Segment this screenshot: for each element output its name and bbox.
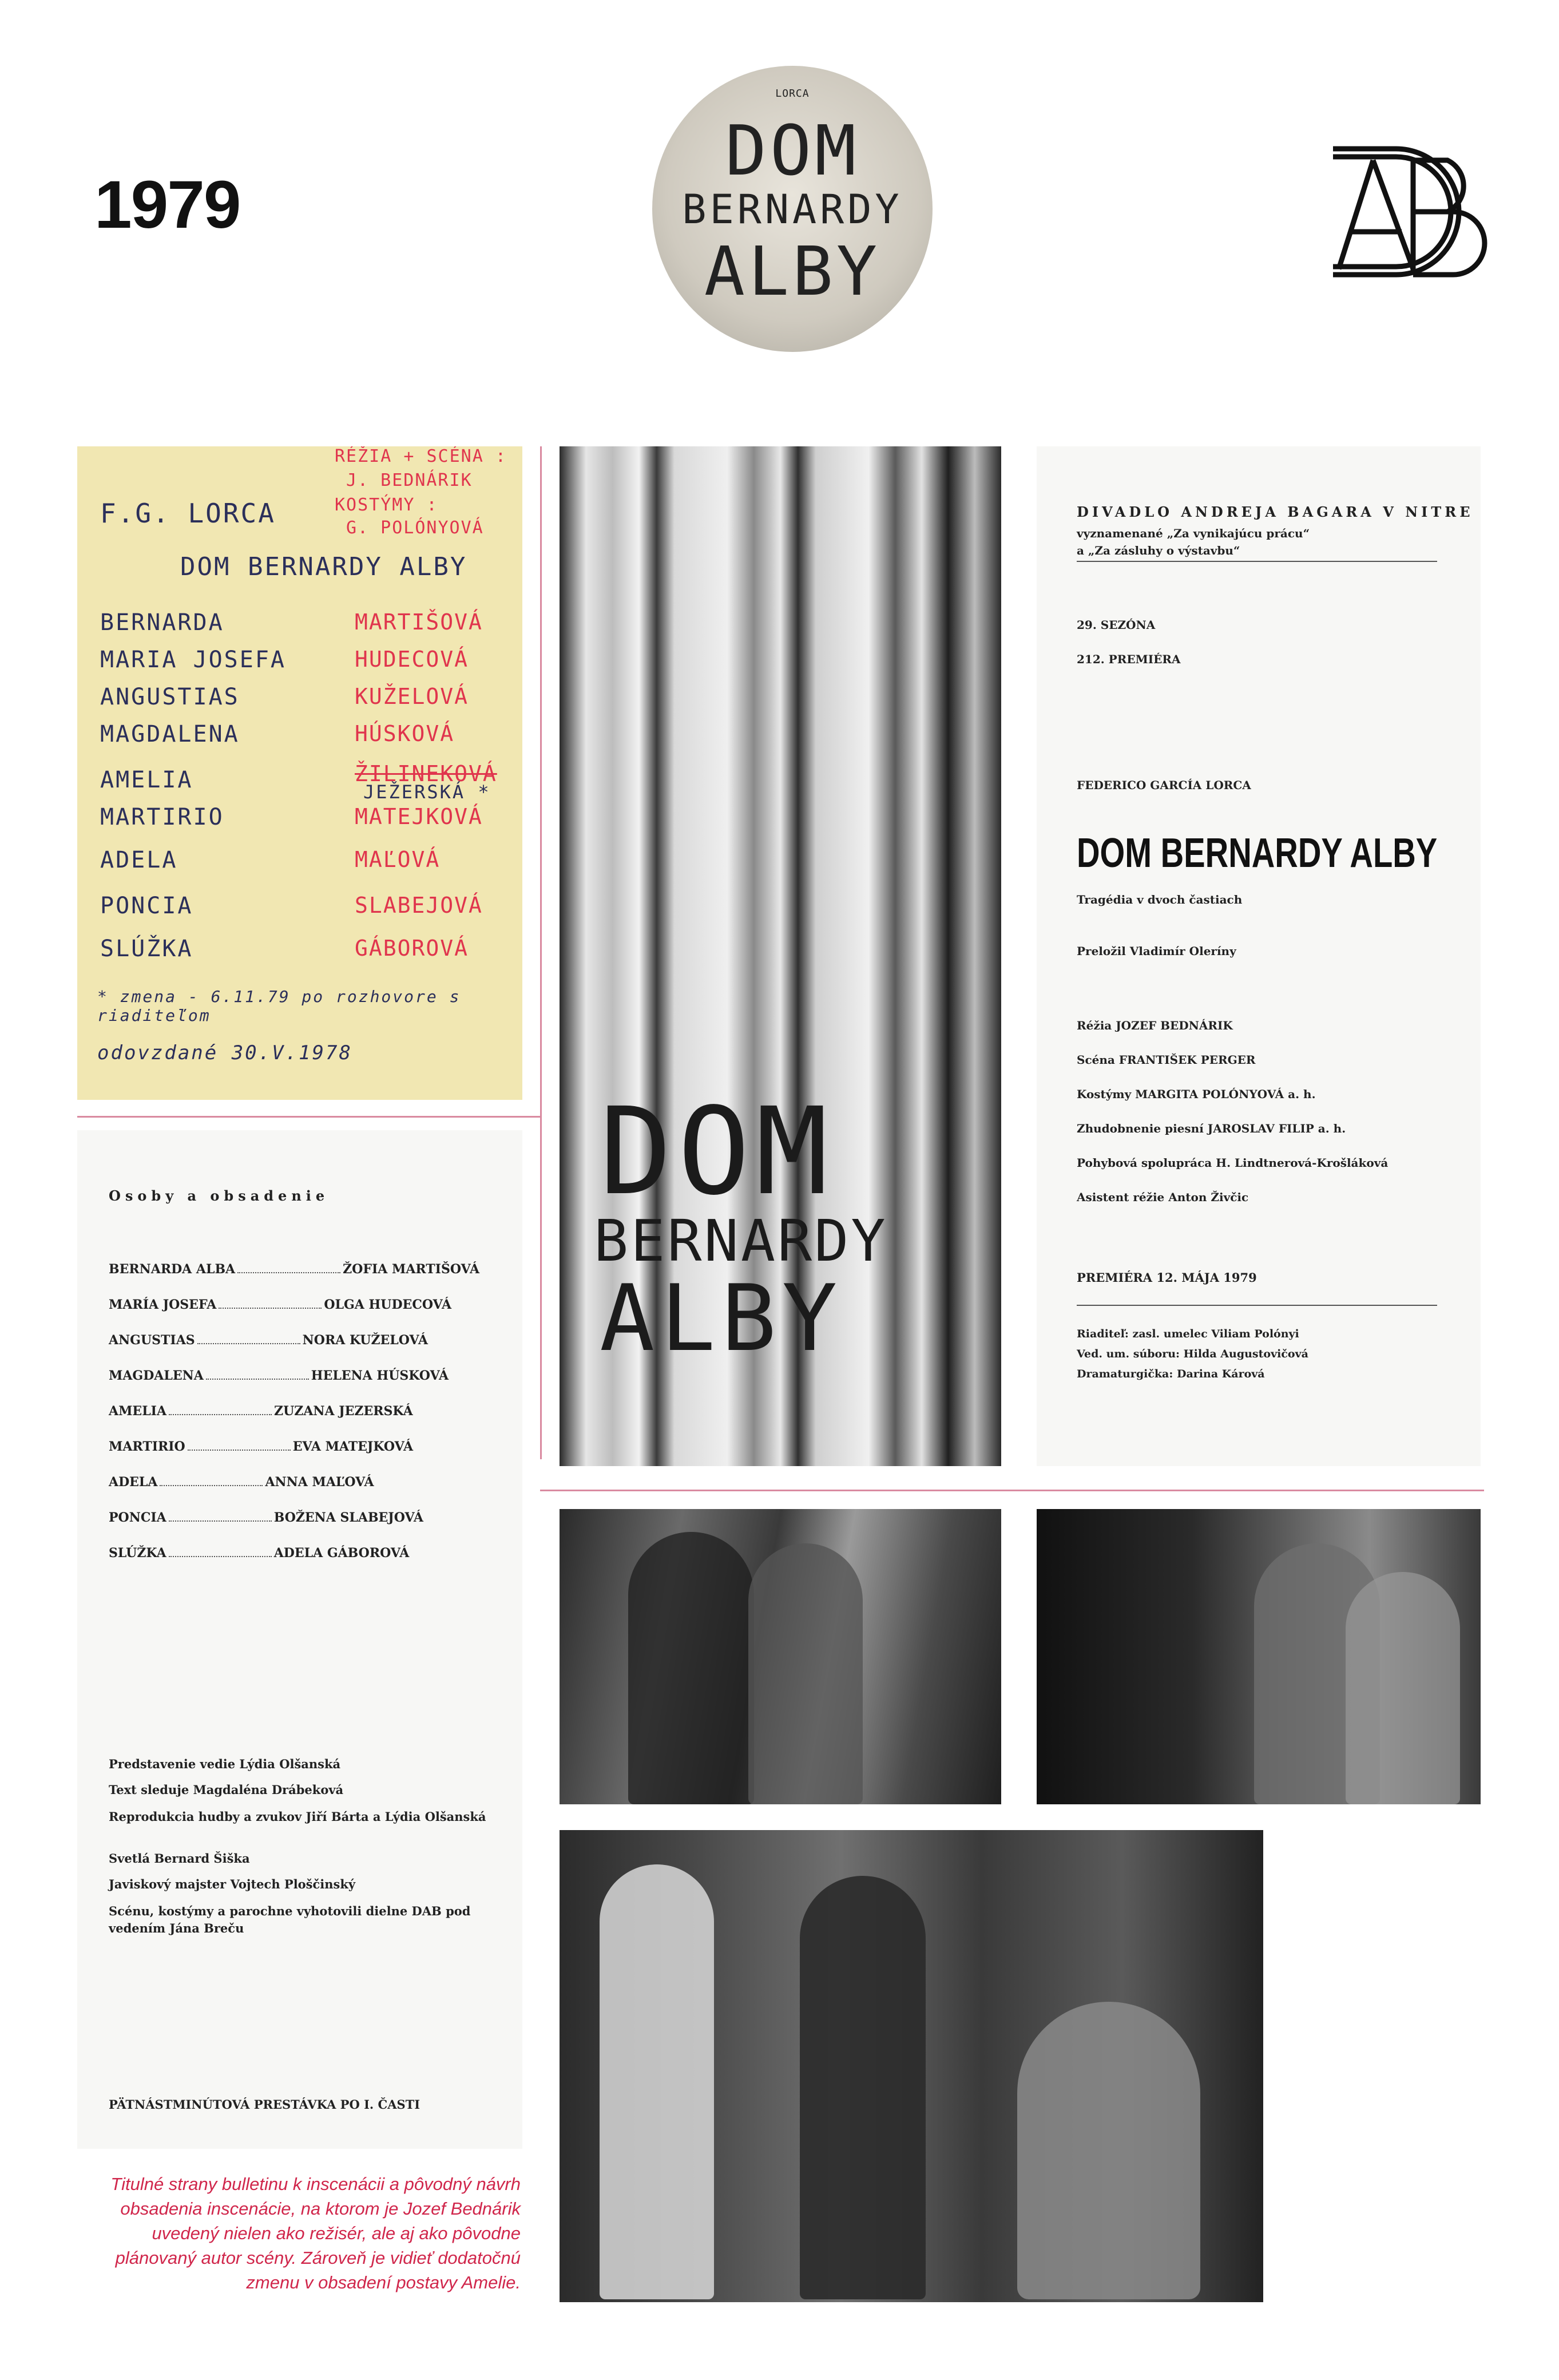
credit: Zhudobnenie piesní JAROSLAV FILIP a. h.: [1077, 1122, 1346, 1135]
figure-shape: [1017, 2002, 1200, 2299]
credit: Pohybová spolupráca H. Lindtnerová-Krošláková: [1077, 1156, 1389, 1170]
production-photo: [560, 1509, 1001, 1804]
signature: odovzdané 30.V.1978: [97, 1042, 352, 1064]
poster-line-3: ALBY: [704, 232, 881, 311]
replacement-actress: JEŽERSKÁ *: [363, 781, 491, 803]
season: 29. SEZÓNA: [1077, 618, 1156, 632]
staff-line: Ved. um. súboru: Hilda Augustovičová: [1077, 1348, 1308, 1360]
rule: [1077, 561, 1437, 562]
role: MARIA JOSEFA: [100, 647, 286, 673]
play-title: DOM BERNARDY ALBY: [1077, 830, 1438, 876]
figure-shape: [748, 1543, 863, 1804]
wood-line-1: DOM: [600, 1082, 834, 1222]
award-line: a „Za zásluhy o výstavbu“: [1077, 544, 1240, 557]
cast-row: MAGDALENA HELENA HÚSKOVÁ: [109, 1368, 449, 1383]
bulletin-title-page: [1037, 446, 1481, 1466]
author: F.G. LORCA: [100, 498, 276, 529]
theatre-name: DIVADLO ANDREJA BAGARA V NITRE: [1077, 504, 1474, 520]
cast-row: BERNARDA ALBA ŽOFIA MARTIŠOVÁ: [109, 1262, 480, 1277]
actress: GÁBOROVÁ: [355, 936, 469, 961]
actress: ŽILINEKOVÁ: [355, 761, 497, 786]
cast-row: ADELA ANNA MAĽOVÁ: [109, 1475, 374, 1490]
cast-row: MARTIRIO EVA MATEJKOVÁ: [109, 1439, 414, 1454]
handwritten-casting-sheet: [77, 446, 522, 1100]
cast-row: AMELIA ZUZANA JEZERSKÁ: [109, 1404, 413, 1419]
credit-line: RÉŽIA + SCÉNA :: [335, 446, 507, 466]
role: PONCIA: [100, 893, 193, 919]
translator: Preložil Vladimír Oleríny: [1077, 944, 1236, 958]
crew-line: Javiskový majster Vojtech Ploščinský: [109, 1877, 356, 1891]
role: MAGDALENA: [100, 721, 240, 747]
credit: Réžia JOZEF BEDNÁRIK: [1077, 1019, 1233, 1032]
award-line: vyznamenané „Za vynikajúcu prácu“: [1077, 526, 1310, 540]
crew-line: Svetlá Bernard Šiška: [109, 1851, 250, 1866]
figure-shape: [628, 1532, 754, 1804]
poster-wood-panel: [560, 446, 1001, 1466]
poster-line-2: BERNARDY: [682, 186, 903, 233]
figure-shape: [1346, 1572, 1460, 1804]
crew-line: Reprodukcia hudby a zvukov Jiří Bárta a Lýdia Olšanská: [109, 1809, 486, 1824]
role: MARTIRIO: [100, 804, 224, 830]
actress: MATEJKOVÁ: [355, 804, 483, 829]
dab-logo-icon: [1327, 137, 1499, 286]
credit: Asistent réžie Anton Živčic: [1077, 1190, 1249, 1204]
intermission: PÄTNÁSTMINÚTOVÁ PRESTÁVKA PO I. ČASTI: [109, 2097, 421, 2112]
bulletin-cast-page: [77, 1130, 522, 2149]
production-photo: [560, 1830, 1263, 2302]
year-heading: 1979: [94, 167, 240, 243]
crew-line: Text sleduje Magdaléna Drábeková: [109, 1783, 344, 1797]
role: ADELA: [100, 847, 178, 873]
cast-row: MARÍA JOSEFA OLGA HUDECOVÁ: [109, 1297, 452, 1312]
premiere-number: 212. PREMIÉRA: [1077, 652, 1181, 666]
figure-shape: [800, 1876, 926, 2299]
rule: [1077, 1305, 1437, 1306]
poster-tiny-label: LORCA: [775, 88, 810, 100]
credit-line: KOSTÝMY :: [335, 495, 438, 515]
role: AMELIA: [100, 767, 193, 793]
poster-line-1: DOM: [725, 112, 860, 191]
role: BERNARDA: [100, 609, 224, 636]
actress: MAĽOVÁ: [355, 847, 441, 872]
caption: Titulné strany bulletinu k inscenácii a pôvodný návrh obsadenia inscenácie, na ktorom je Jozef Bednárik uvedený nielen ako režisér, ale aj ako pôvodne plánovaný autor scény. Zároveň je vidieť dodatočnú zmenu v obsadení postavy Amelie.: [110, 2174, 521, 2292]
role: SLÚŽKA: [100, 936, 193, 962]
credit: Kostýmy MARGITA POLÓNYOVÁ a. h.: [1077, 1087, 1316, 1101]
replacement-note: * zmena - 6.11.79 po rozhovore s riaditeľom: [97, 987, 461, 1025]
role: ANGUSTIAS: [100, 684, 240, 710]
author: FEDERICO GARCÍA LORCA: [1077, 778, 1251, 792]
cast-heading: Osoby a obsadenie: [109, 1187, 330, 1204]
crew-line: Scénu, kostýmy a parochne vyhotovili dielne DAB pod vedením Jána Breču: [109, 1904, 471, 1935]
staff-line: Riaditeľ: zasl. umelec Viliam Polónyi: [1077, 1328, 1299, 1340]
divider-line: [540, 446, 542, 1459]
actress: HUDECOVÁ: [355, 647, 469, 672]
title: DOM BERNARDY ALBY: [180, 552, 467, 581]
divider-line: [77, 1116, 541, 1118]
credit: Scéna FRANTIŠEK PERGER: [1077, 1053, 1256, 1067]
credit-line: J. BEDNÁRIK: [346, 470, 473, 490]
wood-line-2: BERNARDY: [594, 1207, 888, 1274]
poster-thumbnail: [652, 66, 933, 352]
premiere-date: PREMIÉRA 12. MÁJA 1979: [1077, 1270, 1257, 1285]
subtitle: Tragédia v dvoch častiach: [1077, 893, 1243, 906]
actress: SLABEJOVÁ: [355, 893, 483, 918]
figure-shape: [600, 1864, 714, 2299]
cast-row: SLÚŽKA ADELA GÁBOROVÁ: [109, 1546, 410, 1561]
divider-line: [540, 1490, 1484, 1491]
production-photo: [1037, 1509, 1481, 1804]
actress: KUŽELOVÁ: [355, 684, 469, 709]
actress: MARTIŠOVÁ: [355, 609, 483, 635]
cast-row: ANGUSTIAS NORA KUŽELOVÁ: [109, 1333, 428, 1348]
staff-line: Dramaturgička: Darina Kárová: [1077, 1368, 1265, 1380]
credit-line: G. POLÓNYOVÁ: [346, 518, 484, 538]
wood-line-3: ALBY: [600, 1265, 843, 1372]
crew-line: Predstavenie vedie Lýdia Olšanská: [109, 1757, 341, 1771]
actress: HÚSKOVÁ: [355, 721, 455, 746]
cast-row: PONCIA BOŽENA SLABEJOVÁ: [109, 1510, 423, 1525]
